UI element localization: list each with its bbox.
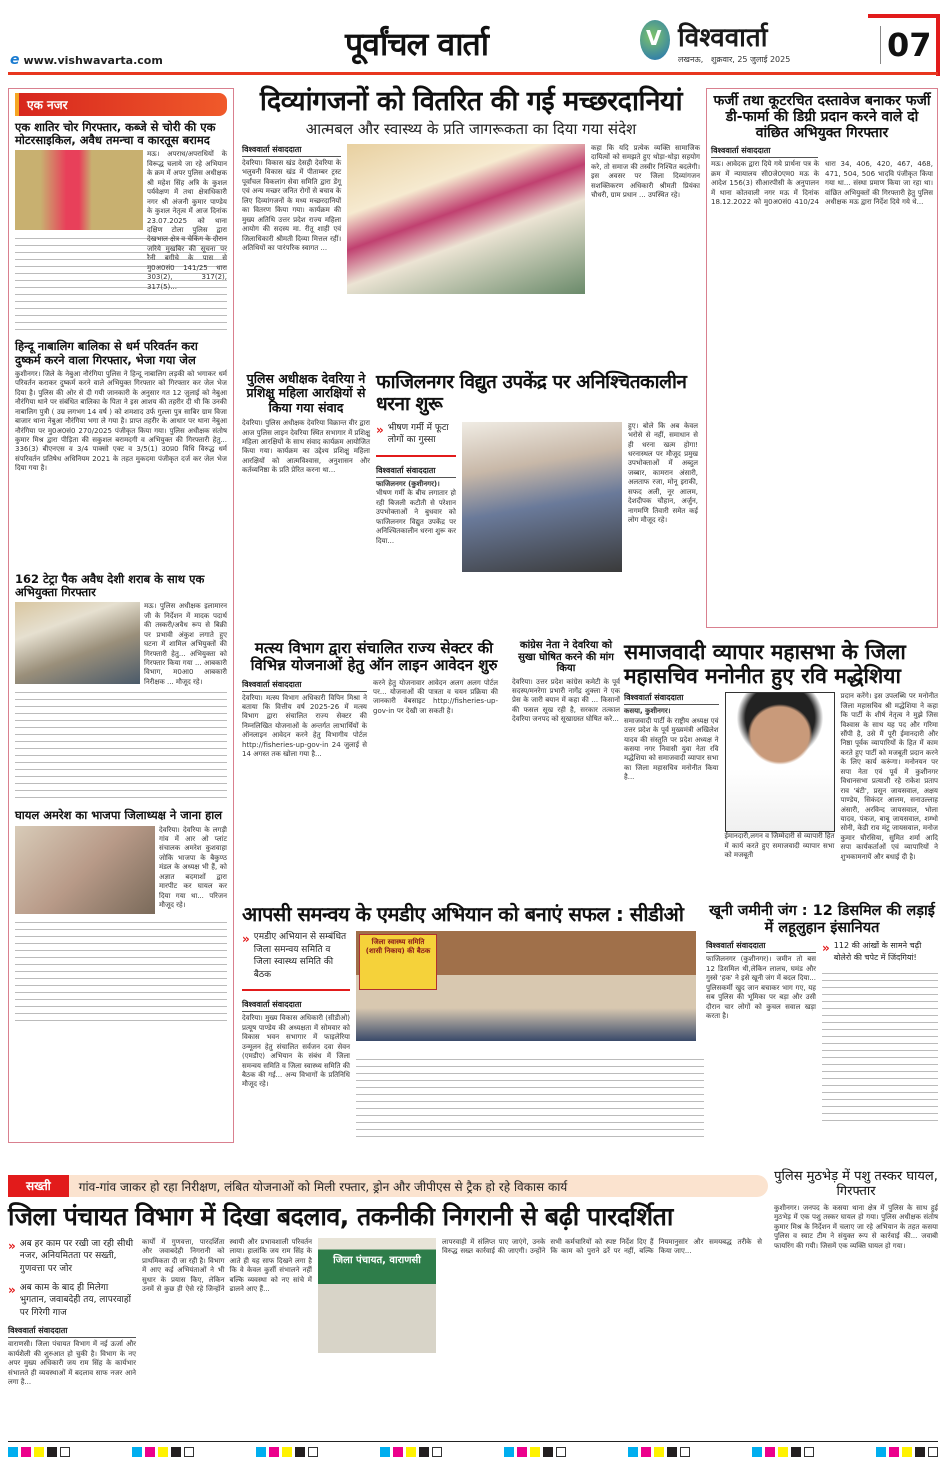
dharna-story bbox=[376, 372, 700, 632]
dharna-photo bbox=[462, 422, 622, 572]
byline: विश्ववार्ता संवाददाता bbox=[706, 940, 816, 953]
story-body: देवरिया। देवरिया के लगड़ी गांव में आर ओ प्लांट संचालक अमरेश कुशवाहा जोकि भाजपा के बैकुण्ठ मंडल के अध्यक्ष भी हैं, को अज्ञात बदमाशों द्वारा मारपीट कर घायल कर दिया गया था... परिजन मौजूद रहे। bbox=[159, 825, 227, 910]
byline: विश्ववार्ता संवाददाता bbox=[242, 999, 350, 1012]
khooni-story bbox=[706, 903, 938, 1148]
byline: विश्ववार्ता संवाददाता bbox=[624, 692, 719, 705]
pullquote: » भीषण गर्मी में फूटा लोगों का गुस्सा bbox=[376, 422, 449, 446]
story-body: फाजिलनगर (कुशीनगर)। जमीन तो बस 12 डिसमिल थी,लेकिन लालच, घमंड और गुस्से 'हक' ने इसे खूनी जंग में बदल दिया... पुलिसकर्मी खुद जान बचाकर भाग गए, यह सब पुलिस की भूमिका पर बड़ा और उसी दौरान चार लोगों को कुचल सवाल खड़ा करता है। bbox=[706, 955, 816, 1020]
double-chevron-icon: » bbox=[8, 1238, 16, 1253]
lead-story bbox=[242, 86, 700, 366]
story-body: मऊ। पुलिस अधीक्षक इलामारन जी के निर्देशन में मादक पदार्थ की तस्करी/अवैध रूप से बिक्री पर प्रभावी अंकुश लगाते हुए घटना में शामिल अभियुक्तों की गिरफ्तारी हेतु... अभियुक्ता को गिरफ्तार किया गया ... आबकारी विभाग, म0आ0 आबकारी निरीक्षक ... मौजूद रहे। bbox=[144, 602, 227, 686]
story-headline: फर्जी तथा कूटरचित दस्तावेज बनाकर फर्जी डी-फार्मा की डिग्री प्रदान करने वाले दो वांछित अभियुक्त गिरफ्तार bbox=[713, 93, 931, 142]
sakhi-text: गांव-गांव जाकर हो रहा निरीक्षण, लंबित योजनाओं को मिली रफ्तार, ड्रोन और जीपीएस से ट्रैक हो रहे विकास कार्य bbox=[78, 1179, 568, 1194]
story-body-continued bbox=[356, 1053, 704, 1143]
story-body-continued bbox=[15, 686, 227, 801]
sakhi-strip bbox=[8, 1175, 768, 1197]
story-body: समाजवादी पार्टी के राष्ट्रीय अध्यक्ष एवं उत्तर प्रदेश के पूर्व मुख्यमंत्री अखिलेश यादव की संस्तुति पर प्रदेश अध्यक्ष ने कसया नगर निवासी युवा नेता रवि मद्धेशिया को समाजवादी व्यापार सभा का जिला महासचिव मनोनीत किया है... bbox=[624, 716, 719, 782]
story-body-right: हुए। बोले कि अब केवल भरोसे से नहीं, समाधान से ही धरना खत्म होगा! धरनास्थल पर मौजूद प्रमुख उपभोक्ताओं में अब्दुल जब्बार, कामरान अंसारी, अलताफ रजा, मोनू इराकी, सफद अली, नूर आलम, देशदीपक चौहान, अर्जुन, नागमणि तिवारी समेत कई लोग मौजूद रहे। bbox=[628, 421, 698, 525]
story-body: मऊ। अपराध/अपराधियों के विरूद्ध चलाये जा रहे अभियान के क्रम में अपर पुलिस अधीक्षक श्री महेश सिंह अत्रि के कुशल पर्यवेक्षण में तथा क्षेत्राधिकारी नगर श्री अंजनी कुमार पाण्डेय के कुशल नेतृत्व में आज दिनांक 23.07.2025 को थाना दक्षिण टोला पुलिस द्वारा देखभाल क्षेत्र व चेकिंग के दौरान जरिये मुखबिर की सूचना पर रैनी बगीचे के पास से मु0अ0सं0 141/25 धारा 303(2), 317(2), 317(5)... bbox=[147, 150, 227, 291]
byline: विश्ववार्ता संवाददाता bbox=[711, 145, 818, 158]
panchayat-sign-photo bbox=[318, 1238, 436, 1353]
dateline: फाजिलनगर (कुशीनगर)। bbox=[376, 479, 440, 488]
story-headline: 162 टेट्रा पैक अवैध देशी शराब के साथ एक अभियुक्ता गिरफ्तार bbox=[15, 571, 205, 600]
cmyk-swatch-icon bbox=[256, 1447, 318, 1457]
sign-text: जिला पंचायत, वाराणसी bbox=[333, 1254, 421, 1266]
cmyk-swatch-icon bbox=[8, 1447, 70, 1457]
story-body: कुशीनगर। जनपद के कसया थाना क्षेत्र में पुलिस के साथ हुई मुठभेड़ में एक पशु तस्कर घायल हो गया। पुलिस अधीक्षक संतोष कुमार मिश्र के निर्देशन में चलाए जा रहे अभियान के तहत कसया पुलिस व स्वाट टीम ने संयुक्त रूप से कार्रवाई की... जवाबी फायरिंग की गयी। जिसमें एक व्यक्ति घायल हो गया। bbox=[774, 1203, 938, 1250]
story-headline: हिन्दू नाबालिग बालिका से धर्म परिवर्तन करा दुष्कर्म करने वाला गिरफ्तार, भेजा गया जेल bbox=[15, 339, 198, 367]
sakhi-tag: सख्ती bbox=[8, 1175, 69, 1197]
double-chevron-icon: » bbox=[822, 941, 830, 956]
arrest-photo bbox=[15, 602, 140, 684]
double-chevron-icon: » bbox=[376, 422, 384, 437]
website-link[interactable]: e www.vishwavarta.com bbox=[10, 52, 163, 68]
story-body-right: प्रदान करेंगे। इस उपलब्धि पर मनोनीत जिला महासचिव श्री मद्धेशिया ने कहा कि पार्टी के शीर्ष नेतृत्व ने मुझे जिस विश्वास के साथ यह पद और गरिमा सौंपी है, उसे मैं पूरी ईमानदारी और निष्ठा पूर्वक व्यापारियों के हित में काम करते हुए पार्टी को मजबूती प्रदान करने के लिए कार्य करूंगा। मनोनयन पर सपा नेता एवं पूर्व में कुशीनगर विधानसभा प्रत्याशी रहे राकेश प्रताप राव 'बंटी', प्रसून जायसवाल, अक्षय पाण्डेय, सिकंदर आलम, सनाउल्लाह अंसारी, अरविन्द जायसवाल, भोला यादव, पंकज, बाबू जायसवाल, शम्भो सोनी, केडी राव मंटू जायसवाल, मनोज कुमार चौरसिया, सुमित शर्मा आदि सपा कार्यकर्ताओं एवं व्यापारियों ने शुभकामनायें और बधाई दी है। bbox=[840, 692, 938, 861]
section-title: पूर्वांचल वार्ता bbox=[345, 25, 489, 63]
byline: विश्ववार्ता संवाददाता bbox=[242, 679, 367, 692]
muthbhed-story bbox=[774, 1170, 938, 1420]
cmyk-swatch-icon bbox=[132, 1447, 194, 1457]
cmyk-swatch-icon bbox=[380, 1447, 442, 1457]
story-body: वाराणसी। जिला पंचायत विभाग में नई ऊर्जा और कार्यशैली की शुरुआत हो चुकी है। विभाग के नए अपर मुख्य अधिकारी जय राम सिंह के कार्यभार संभालते ही व्यवस्थाओं में बदलाव साफ नजर आने लगा है... bbox=[8, 1340, 136, 1387]
sp-deoria-story bbox=[242, 372, 370, 627]
byline: विश्ववार्ता संवाददाता bbox=[8, 1325, 136, 1338]
cmyk-swatch-icon bbox=[628, 1447, 690, 1457]
brand-name: विश्ववार्ता bbox=[678, 23, 768, 53]
story-headline: खूनी जमीनी जंग : 12 डिसमिल की लड़ाई में लहूलुहान इंसानियत bbox=[709, 903, 935, 936]
pullquote: » एमडीए अभियान से सम्बंधित जिला समन्वय समिति व जिला स्वास्थ्य समिति की बैठक bbox=[242, 932, 347, 980]
meeting-banner: जिला स्वास्थ्य समिति (शासी निकाय) की बैठक bbox=[359, 934, 437, 990]
story-headline: समाजवादी व्यापार महासभा के जिला महासचिव मनोनीत हुए रवि मद्धेशिया bbox=[624, 640, 906, 689]
story-body: देवरिया। उत्तर प्रदेश कांग्रेस कमेटी के पूर्व सदस्य/मनरेगा प्रभारी नागेंद्र शुक्ला ने एक प्रेस के जारी बयान में कहा की ... किसानों की फसल सूख रही है, सरकार तत्काल देवरिया जनपद को सूखाग्रस्त घोषित करे... bbox=[512, 677, 620, 724]
photo-caption: ईमानदारी,लगन व जिम्मेदारी से व्यापारी हित में कार्य करते हुए समाजवादी व्यापार सभा को मजबूती bbox=[724, 832, 835, 860]
vishwavarta-logo-icon: V bbox=[640, 20, 670, 60]
panchayat-story bbox=[8, 1203, 768, 1418]
footer-rule bbox=[8, 1441, 938, 1442]
cmyk-swatch-icon bbox=[752, 1447, 814, 1457]
double-chevron-icon: » bbox=[242, 932, 250, 946]
pullquote-2: » अब काम के बाद ही मिलेगा भुगतान, जवाबदेही तय, लापरवाहों पर गिरेगी गाज bbox=[8, 1282, 131, 1318]
story-headline: कांग्रेस नेता ने देवरिया को सुखा घोषित करने की मांग किया bbox=[518, 640, 614, 674]
double-chevron-icon: » bbox=[8, 1282, 16, 1297]
divider bbox=[376, 455, 456, 457]
farji-story bbox=[706, 88, 938, 628]
divider bbox=[242, 989, 350, 991]
story-headline: पुलिस अधीक्षक देवरिया ने प्रशिक्षु महिला आरक्षियों से किया गया संवाद bbox=[246, 371, 366, 415]
cmyk-swatch-icon bbox=[876, 1447, 938, 1457]
congress-story bbox=[512, 640, 620, 895]
samajwadi-story bbox=[624, 640, 938, 895]
story-body: देवरिया। पुलिस अधीक्षक देवरिया विक्रान्त वीर द्वारा आज पुलिस लाइन देवरिया स्थित सभागार में प्रशिक्षु महिला आरक्षियों के साथ संवाद कार्यक्रम आयोजित किया गया। कार्यक्रम का उद्देश्य प्रशिक्षु महिला आरक्षियों को आत्मविश्वास, अनुशासन और कर्तव्यनिष्ठा के प्रति प्रेरित करना था... bbox=[242, 419, 370, 475]
meeting-photo bbox=[356, 931, 696, 1041]
lead-body: देवरिया। विकास खंड देसही देवरिया के भलुवनी विकास खंड में पीताम्बर ट्रस्ट पूर्वांचल विकलांग सेवा समिति द्वारा डेंगू एवं अन्य मच्छर जनित रोगों से बचाव के लिए दिव्यांगजनों के मध्य मच्छरदानियों का वितरण किया गया। कार्यक्रम की मुख्य अतिथि उत्तर प्रदेश राज्य महिला आयोग की सदस्य मा. रीतू शाही एवं जिलाधिकारी श्रीमती दिव्या मित्तल रहीं। अतिथियों का पारंपरिक स्वागत ... bbox=[242, 159, 342, 252]
mda-story bbox=[242, 903, 704, 1148]
story-headline: फाजिलनगर विद्युत उपकेंद्र पर अनिश्चितकालीन धरना शुरू bbox=[376, 371, 687, 415]
pullquote: » 112 की आंखों के सामने चढ़ी बोलेरो की चपेट में जिंदगियां! bbox=[822, 941, 922, 962]
lead-body-right: कहा कि यदि प्रत्येक व्यक्ति सामाजिक दायित्वों को समझते हुए थोड़ा-थोड़ा सहयोग करे, तो समाज की तस्वीर निश्चित बदलेगी। इस अवसर पर जिला दिव्यांगजन सशक्तिकरण अधिकारी श्रीमती प्रियंका चौधरी, ग्राम प्रधान ... उपस्थित रहे। bbox=[590, 144, 700, 200]
story-body: देवरिया। मुख्य विकास अधिकारी (सीडीओ) प्रत्यूष पाण्डेय की अध्यक्षता में सोमवार को विकास भवन सभागार में फाइलेरिया उन्मूलन हेतु संचालित सर्वजन दवा सेवन (एमडीए) अभियान के संबंध में जिला समन्वय समिति व जिला स्वास्थ्य समिति की बैठक की गई... अन्य विभागों के प्रतिनिधि मौजूद रहे। bbox=[242, 1014, 350, 1089]
story-headline: घायल अमरेश का भाजपा जिलाध्यक्ष ने जाना हाल bbox=[15, 808, 223, 823]
byline: विश्ववार्ता संवाददाता bbox=[376, 465, 456, 478]
registration-marks bbox=[8, 1447, 938, 1457]
matsya-story bbox=[242, 640, 506, 895]
injured-photo bbox=[15, 826, 155, 914]
masthead bbox=[0, 0, 945, 75]
ek-nazar-column bbox=[8, 88, 234, 1143]
story-body-col3: लापरवाही में संलिप्त पाए जाएंगे, उनके विरुद्ध सख्त कार्रवाई की जाएगी। उन्होंने सभी कर्मचारियों को स्पष्ट निर्देश दिए हैं कि काम को पुराने ढर्रे पर नहीं, बल्कि नियमानुसार और समयबद्ध तरीके से किया जाए... bbox=[442, 1237, 762, 1256]
story-body: मऊ। आवेदक द्वारा दिये गये प्रार्थना पत्र के क्रम में न्यायालय सी0जे0एम0 मऊ के आदेश 156(3) सीआरपीसी के अनुपालन में थाना कोतवाली नगर मऊ में दिनांक 18.12.2022 को मु0अ0सं0 410/24 धारा 34, 406, 420, 467, 468, 471, 504, 506 भादवि पंजीकृत किया गया था... संस्था प्रमाण किया जा रहा था। वांछित अभियुक्तों की गिरफ्तारी हेतु पुलिस अधीक्षक मऊ द्वारा निर्देश दिये गये थे... bbox=[711, 160, 933, 207]
dateline bbox=[678, 54, 790, 65]
story-headline: एक शातिर चोर गिरफ्तार, कब्जे से चोरी की एक मोटरसाइकिल, अवैध तमन्चा व कारतूस बरामद bbox=[15, 120, 216, 148]
cmyk-swatch-icon bbox=[504, 1447, 566, 1457]
story-body-continued bbox=[822, 967, 938, 1127]
browser-e-icon: e bbox=[10, 52, 20, 68]
story-body: कुशीनगर। जिले के नेबुआ नौरंगिया पुलिस ने हिन्दू नाबालिग लड़की को भगाकर धर्म परिवर्तन कराकर दुष्कर्म करने वाले अभियुक्त गिरफ्तार को गिरफ्तार कर जेल भेज दिया है। पुलिस की ओर से दी गयी जानकारी के अनुसार गत 12 जुलाई को नेबुआ नौरंगिया थाने पर संबंधित बालिका के पिता ने इस आशय की तहरीर दी थी कि उनकी नाबालिग पुत्री ( उम्र लगभग 14 वर्ष ) को शमशाद उर्फ गुल्ला पुत्र साबिर ग्राम विजा बाजार थाना नेबुआ नौरंगिया भगा ले गया है। प्राप्त तहरीर के आधार पर थाना नेबुआ नौरंगिया पर मु0अ0सं0 270/2025 पंजीकृत किया गया। पुलिस अधीक्षक संतोष कुमार मिश्र द्वारा पीड़िता की सकुशल बरामदगी व अभियुक्त की गिरफ्तारी हेतु... 336(3) बीएनएस व 3/4 पाक्सो एक्ट व 3/5(1) उ0प्र0 विधि विरुद्ध धर्म संपरिवर्तन प्रतिषेध अधिनियम 2021 के तहत मुकदमा पंजीकृत दर्ज कर जेल भेज दिया गया है। bbox=[15, 369, 227, 473]
story-body: देवरिया। मत्स्य विभाग अधिकारी विपिन मिश्रा ने बताया कि वित्तीय वर्ष 2025-26 में मत्स्य विभाग द्वारा संचालित राज्य सेक्टर की निम्नलिखित योजनाओं के अन्तर्गत लाभार्थियों के ऑनलाइन आवेदन करने हेतु विभागीय पोर्टल http://fisheries-up-gov-in 24 जुलाई से 14 अगस्त तक खोला गया है... bbox=[242, 693, 367, 759]
dateline: कसया, कुशीनगर। bbox=[624, 707, 671, 716]
masthead-rule bbox=[8, 72, 938, 75]
lead-subheadline: आत्मबल और स्वास्थ्य के प्रति जागरूकता का दिया गया संदेश bbox=[305, 120, 637, 139]
story-body-continued bbox=[15, 916, 227, 1026]
portrait-photo bbox=[725, 692, 835, 832]
issue-date: शुक्रवार, 25 जुलाई 2025 bbox=[710, 55, 791, 64]
pullquote-1: » अब हर काम पर रखी जा रही सीधी नजर, अनियमितता पर सख्ती, गुणवत्ता पर जोर bbox=[8, 1238, 134, 1274]
story-body-col2: कार्यों में गुणवत्ता, पारदर्शिता और जवाबदेही निगरानी को प्राथमिकता दी जा रही है। विभाग में आए कई अभियंताओं ने भी सुधार के प्रयास किए, लेकिन उनमें से कुछ ही ऐसे रहे जिन्होंने स्थायी और प्रभावशाली परिवर्तन लाया। हालांकि जय राम सिंह के आते ही यह साफ दिखने लगा है कि वे केवल कुर्सी संभालने नहीं बल्कि व्यवस्था को नए सांचे में ढालने आए हैं... bbox=[142, 1237, 312, 1293]
story-headline: मत्स्य विभाग द्वारा संचालित राज्य सेक्टर की विभिन्न योजनाओं हेतु ऑन लाइन आवेदन शुरु bbox=[250, 639, 498, 675]
police-photo bbox=[15, 150, 143, 230]
lead-headline: दिव्यांगजनों को वितरित की गई मच्छरदानियां bbox=[259, 86, 683, 117]
story-headline: आपसी समन्वय के एमडीए अभियान को बनाएं सफल : सीडीओ bbox=[242, 902, 684, 926]
page-number: 07 bbox=[880, 26, 932, 64]
byline: विश्ववार्ता संवाददाता bbox=[242, 144, 341, 157]
story-headline: जिला पंचायत विभाग में दिखा बदलाव, तकनीकी निगरानी से बढ़ी पारदर्शिता bbox=[8, 1202, 673, 1231]
story-body-right: करने हेतु योजनावार आवेदन अलग अलग पोर्टल पर... योजनाओं की पात्रता व चयन प्रक्रिया की जानकारी वेबसाइट http://fisheries-up-gov-in पर देखी जा सकती है। bbox=[373, 678, 498, 715]
ek-nazar-label: एक नजर bbox=[15, 93, 227, 116]
story-body: भीषण गर्मी के बीच लगातार हो रही बिजली कटौती से परेशान उपभोक्ताओं ने बुधवार को फाजिलनगर विद्युत उपकेंद्र पर अनिश्चितकालीन धरना शुरू कर दिया... bbox=[376, 489, 456, 545]
city: लखनऊ, bbox=[678, 55, 704, 64]
lead-photo bbox=[347, 144, 585, 294]
story-headline: पुलिस मुठभेड़ में पशु तस्कर घायल, गिरफ्तार bbox=[774, 1169, 938, 1199]
